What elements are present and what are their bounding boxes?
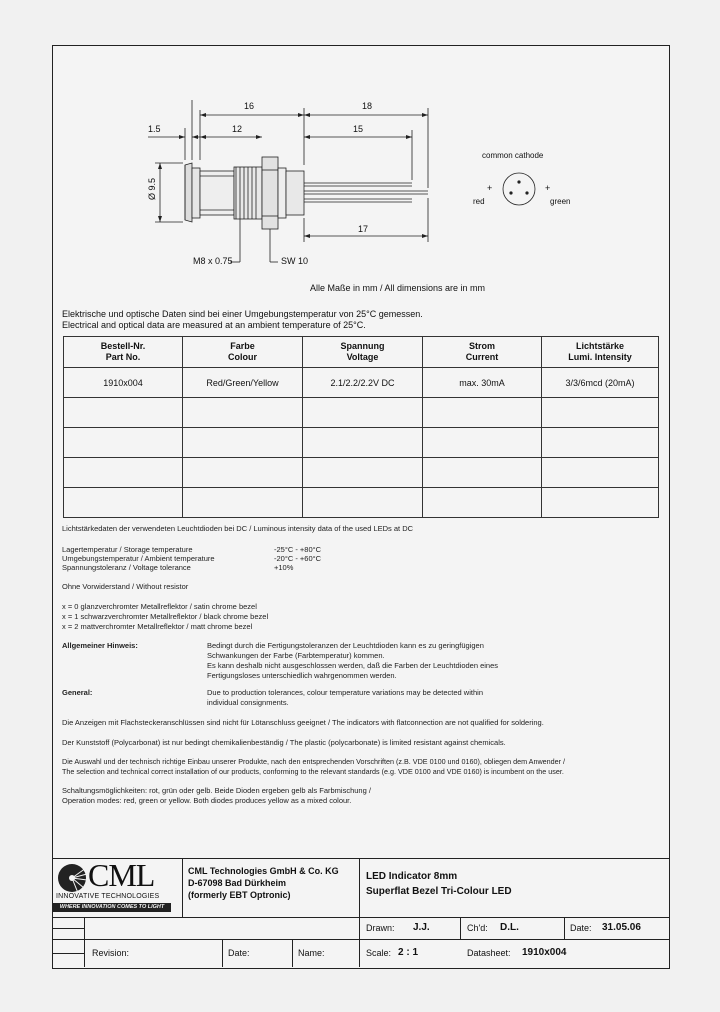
modes-de: Schaltungsmöglichkeiten: rot, grün oder gelb. Beide Dioden ergeben gelb als Farbmischung / bbox=[62, 786, 371, 795]
cell-voltage: 2.1/2.2/2.2V DC bbox=[303, 368, 423, 398]
revision-date-label: Date: bbox=[228, 948, 250, 958]
cell-intensity: 3/3/6mcd (20mA) bbox=[542, 368, 659, 398]
ambient-label: Umgebungstemperatur / Ambient temperature bbox=[62, 554, 215, 563]
dim-1-5: 1.5 bbox=[148, 124, 161, 134]
general-en-2: individual consignments. bbox=[207, 698, 289, 707]
logo-tagline: WHERE INNOVATION COMES TO LIGHT bbox=[53, 903, 171, 912]
drawn-value: J.J. bbox=[413, 922, 430, 933]
voltage-tol-value: +10% bbox=[274, 563, 294, 572]
header-partno-de: Bestell-Nr. bbox=[100, 341, 146, 351]
thread-label: M8 x 0.75 bbox=[193, 256, 233, 266]
company-former: (formerly EBT Optronic) bbox=[188, 890, 291, 900]
revision-name-label: Name: bbox=[298, 948, 325, 958]
cell-partno: 1910x004 bbox=[64, 368, 183, 398]
cell-current: max. 30mA bbox=[423, 368, 542, 398]
ambient-value: -20°C - +60°C bbox=[274, 554, 322, 563]
scale-value: 2 : 1 bbox=[398, 947, 419, 958]
scale-label: Scale: bbox=[366, 948, 392, 958]
intro-en: Electrical and optical data are measured at an ambient temperature of 25°C. bbox=[62, 320, 366, 330]
revision-label: Revision: bbox=[92, 948, 130, 958]
all-dimensions-note: Alle Maße in mm / All dimensions are in mm bbox=[310, 283, 486, 293]
general-de-3: Es kann deshalb nicht ausgeschlossen werden, daß die Farben der Leuchtdioden eines bbox=[207, 661, 499, 670]
header-current-de: Strom bbox=[468, 341, 495, 351]
company-name: CML Technologies GmbH & Co. KG bbox=[188, 866, 339, 876]
header-voltage-de: Spannung bbox=[340, 341, 385, 351]
sunburst-icon bbox=[56, 862, 88, 894]
dim-12: 12 bbox=[232, 124, 243, 134]
general-de-label: Allgemeiner Hinweis: bbox=[62, 641, 138, 650]
storage-value: -25°C - +80°C bbox=[274, 545, 322, 554]
general-en-label: General: bbox=[62, 688, 93, 697]
logo-text: CML bbox=[88, 857, 155, 893]
plus-right: + bbox=[545, 183, 551, 193]
resistor-note: Ohne Vorwiderstand / Without resistor bbox=[62, 582, 189, 591]
wrench-size-label: SW 10 bbox=[281, 256, 309, 266]
cell-colour: Red/Green/Yellow bbox=[183, 368, 303, 398]
checked-label: Ch'd: bbox=[467, 923, 488, 933]
modes-en: Operation modes: red, green or yellow. Both diodes produces yellow as a mixed colour. bbox=[62, 796, 352, 805]
selection-de: Die Auswahl und der technisch richtige Einbau unserer Produkte, nach den entsprechenden Vorschriften (z.B. VDE 0100 und 0160), obliegen dem Anwender / bbox=[62, 757, 566, 766]
general-en-1: Due to production tolerances, colour temperature variations may be detected within bbox=[207, 688, 483, 697]
selection-en: The selection and technical correct installation of our products, conforming to the relevant standards (e.g. VDE 0100 and VDE 0160) is incumbent on the user. bbox=[62, 767, 564, 776]
doc-title-1: LED Indicator 8mm bbox=[366, 871, 458, 882]
general-de-1: Bedingt durch die Fertigungstoleranzen der Leuchtdioden kann es zu geringfügigen bbox=[207, 641, 484, 650]
plastic-note: Der Kunststoff (Polycarbonat) ist nur bedingt chemikalienbeständig / The plastic (polycarbonate) is limited resistant against chemicals. bbox=[62, 738, 506, 747]
flat-connect-note: Die Anzeigen mit Flachsteckeranschlüssen sind nicht für Lötanschluss geeignet / The indicators with flatconnection are not qualified for soldering. bbox=[62, 718, 544, 727]
dim-15: 15 bbox=[353, 124, 364, 134]
spec-table bbox=[63, 336, 659, 518]
green-label: green bbox=[550, 197, 571, 206]
dimension-drawing bbox=[0, 0, 720, 300]
common-cathode-label: common cathode bbox=[482, 151, 544, 160]
bezel-x1: x = 1 schwarzverchromter Metallreflektor / black chrome bezel bbox=[62, 612, 269, 621]
header-partno-en: Part No. bbox=[105, 352, 141, 362]
plus-left: + bbox=[487, 183, 493, 193]
general-de-4: Fertigungsloses unterschiedlich wahrgenommen werden. bbox=[207, 671, 397, 680]
datasheet-label: Datasheet: bbox=[467, 948, 511, 958]
voltage-tol-label: Spannungstoleranz / Voltage tolerance bbox=[62, 563, 191, 572]
general-de-2: Schwankungen der Farbe (Farbtemperatur) kommen. bbox=[207, 651, 385, 660]
table-row bbox=[64, 488, 659, 518]
bezel-x0: x = 0 glanzverchromter Metallreflektor / satin chrome bezel bbox=[62, 602, 257, 611]
bezel-x2: x = 2 mattverchromter Metallreflektor / matt chrome bezel bbox=[62, 622, 253, 631]
red-label: red bbox=[473, 197, 485, 206]
checked-value: D.L. bbox=[500, 922, 519, 933]
lumi-note: Lichtstärkedaten der verwendeten Leuchtdioden bei DC / Luminous intensity data of the used LEDs at DC bbox=[62, 524, 414, 533]
table-row bbox=[64, 398, 659, 428]
header-intensity-de: Lichtstärke bbox=[575, 341, 625, 351]
header-colour-en: Colour bbox=[228, 352, 257, 362]
header-voltage-en: Voltage bbox=[346, 352, 379, 362]
header-colour-de: Farbe bbox=[230, 341, 255, 351]
intro-de: Elektrische und optische Daten sind bei einer Umgebungstemperatur von 25°C gemessen. bbox=[62, 309, 423, 319]
date-value: 31.05.06 bbox=[602, 922, 641, 933]
header-intensity-en: Lumi. Intensity bbox=[568, 352, 632, 362]
table-row bbox=[64, 368, 659, 398]
storage-label: Lagertemperatur / Storage temperature bbox=[62, 545, 193, 554]
date-label: Date: bbox=[570, 923, 592, 933]
datasheet-value: 1910x004 bbox=[522, 947, 567, 958]
table-row bbox=[64, 428, 659, 458]
company-address: D-67098 Bad Dürkheim bbox=[188, 878, 287, 888]
logo-subtitle: INNOVATIVE TECHNOLOGIES bbox=[56, 893, 160, 900]
doc-title-2: Superflat Bezel Tri-Colour LED bbox=[366, 886, 512, 897]
dim-diameter: Ø 9.5 bbox=[147, 177, 157, 200]
dim-16: 16 bbox=[244, 101, 255, 111]
drawn-label: Drawn: bbox=[366, 923, 395, 933]
dim-17: 17 bbox=[358, 224, 369, 234]
table-header-row bbox=[64, 337, 659, 368]
table-row bbox=[64, 458, 659, 488]
dim-18: 18 bbox=[362, 101, 373, 111]
header-current-en: Current bbox=[465, 352, 499, 362]
